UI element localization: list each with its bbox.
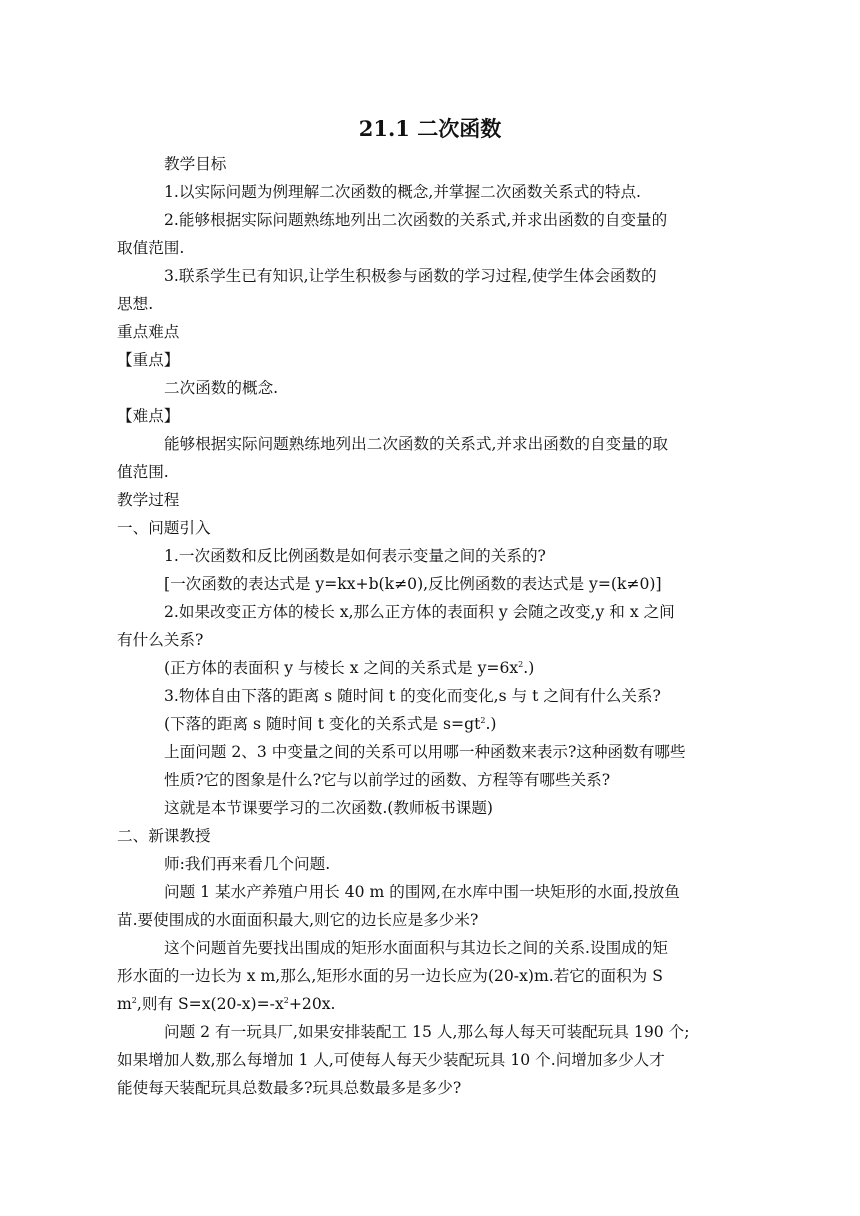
line-text: 一、问题引入 [117,519,211,537]
line-text-after: .) [523,659,535,677]
text-line [117,486,745,514]
text-line [117,962,745,990]
line-text: 3.联系学生已有知识,让学生积极参与函数的学习过程,使学生体会函数的 [164,267,657,285]
text-line [117,878,745,906]
text-line [117,374,745,402]
line-text: 重点难点 [117,323,180,341]
line-text: 如果增加人数,那么每增加 1 人,可使每人每天少装配玩具 10 个.问增加多少人才 [117,1051,665,1069]
line-text: 问题 1 某水产养殖户用长 40 m 的围网,在水库中围一块矩形的水面,投放鱼 [164,883,680,901]
line-text: (正方体的表面积 y 与棱长 x 之间的关系式是 y=6x [164,659,519,677]
line-text: 苗.要使围成的水面面积最大,则它的边长应是多少米? [117,911,479,929]
line-text: 问题 2 有一玩具厂,如果安排装配工 15 人,那么每人每天可装配玩具 190 个; [164,1023,690,1041]
line-text-after: ,则有 S=x(20-x)=-x [136,995,284,1013]
text-line [117,626,745,654]
superscript: 2 [283,995,289,1005]
text-line [117,458,745,486]
line-text: 能使每天装配玩具总数最多?玩具总数最多是多少? [117,1079,462,1097]
text-line [117,542,745,570]
line-text: 师:我们再来看几个问题. [164,855,331,873]
text-line [117,822,745,850]
line-text: 上面问题 2、3 中变量之间的关系可以用哪一种函数来表示?这种函数有哪些 [164,743,686,761]
line-text: m [117,995,132,1013]
text-line [117,570,745,598]
text-line [117,1046,745,1074]
text-line [117,290,745,318]
text-line [117,682,745,710]
line-text: 1.一次函数和反比例函数是如何表示变量之间的关系的? [164,547,546,565]
line-text: 有什么关系? [117,631,204,649]
text-line [117,934,745,962]
text-line [117,654,745,682]
text-line [117,234,745,262]
line-text: (下落的距离 s 随时间 t 变化的关系式是 s=gt [164,715,481,733]
text-line [117,850,745,878]
line-text: [一次函数的表达式是 y=kx+b(k≠0),反比例函数的表达式是 y=(k≠0)] [164,575,662,593]
line-text: 【重点】 [117,351,180,369]
text-line [117,1074,745,1102]
text-line [117,262,745,290]
text-line [117,150,745,178]
line-text: 【难点】 [117,407,180,425]
text-line [117,1018,745,1046]
line-text: 2.如果改变正方体的棱长 x,那么正方体的表面积 y 会随之改变,y 和 x 之间 [164,603,675,621]
text-line [117,990,745,1018]
line-text: 二、新课教授 [117,827,211,845]
line-text-after: +20x. [288,995,336,1013]
text-line [117,710,745,738]
superscript: 2 [480,715,486,725]
line-text: 形水面的一边长为 x m,那么,矩形水面的另一边长应为(20-x)m.若它的面积为 S [117,967,663,985]
text-line [117,206,745,234]
text-line [117,514,745,542]
line-text: 1.以实际问题为例理解二次函数的概念,并掌握二次函数关系式的特点. [164,183,642,201]
line-text: 3.物体自由下落的距离 s 随时间 t 的变化而变化,s 与 t 之间有什么关系? [164,687,661,705]
line-text: 这个问题首先要找出围成的矩形水面面积与其边长之间的关系.设围成的矩 [164,939,668,957]
text-line [117,794,745,822]
text-line [117,318,745,346]
text-line [117,402,745,430]
line-text: 二次函数的概念. [164,379,279,397]
superscript: 2 [131,995,137,1005]
superscript: 2 [518,659,524,669]
text-line [117,598,745,626]
line-text: 值范围. [117,463,169,481]
text-line [117,738,745,766]
document-body [117,150,745,1102]
text-line [117,766,745,794]
line-text: 2.能够根据实际问题熟练地列出二次函数的关系式,并求出函数的自变量的 [164,211,668,229]
text-line [117,906,745,934]
line-text: 思想. [117,295,154,313]
text-line [117,346,745,374]
line-text: 取值范围. [117,239,185,257]
line-text: 教学过程 [117,491,180,509]
text-line [117,430,745,458]
line-text-after: .) [485,715,497,733]
line-text: 教学目标 [164,155,227,173]
text-line [117,178,745,206]
page-title: 21.1 二次函数 [358,116,502,141]
line-text: 性质?它的图象是什么?它与以前学过的函数、方程等有哪些关系? [164,771,611,789]
line-text: 能够根据实际问题熟练地列出二次函数的关系式,并求出函数的自变量的取 [164,435,668,453]
line-text: 这就是本节课要学习的二次函数.(教师板书课题) [164,799,493,817]
